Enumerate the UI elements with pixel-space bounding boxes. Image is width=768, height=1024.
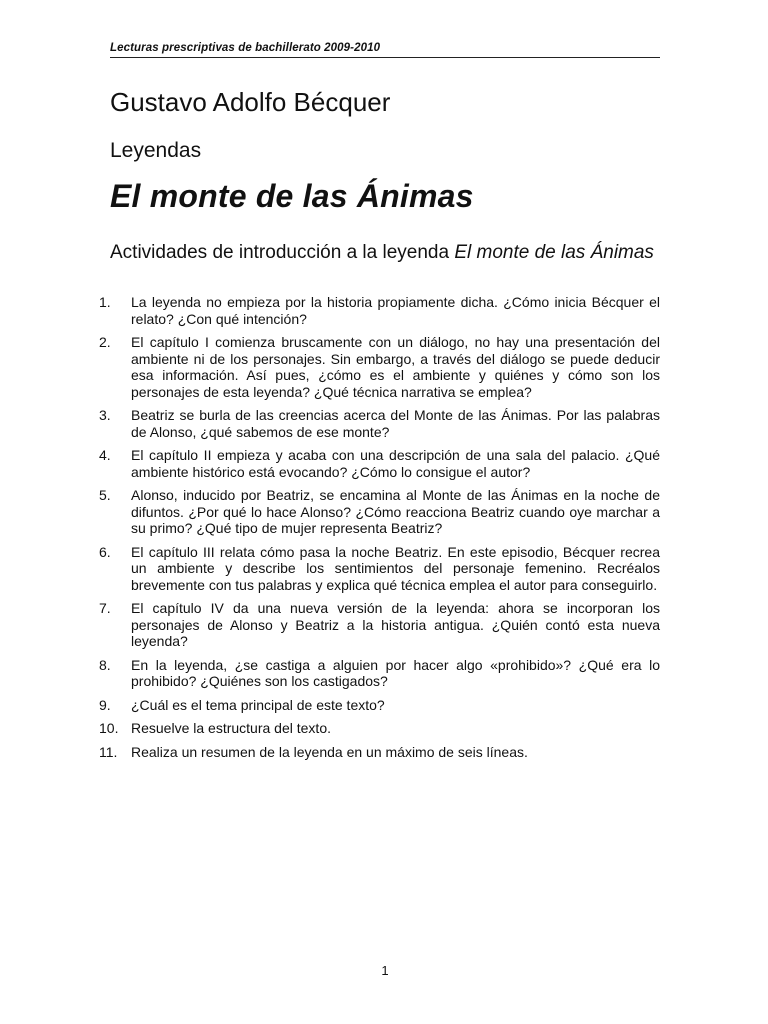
activity-item <box>99 656 660 690</box>
activity-text: El capítulo III relata cómo pasa la noche Beatriz. En este episodio, Bécquer recrea un ambiente y describe los sentimientos del personaje femenino. Recréalos brevemente con tus palabras y explica qué técnica emplea el autor para conseguirlo. <box>131 543 660 593</box>
activity-number: 9. <box>99 696 111 713</box>
activity-text: El capítulo IV da una nueva versión de la leyenda: ahora se incorporan los personajes de Alonso y Beatriz a la historia antigua. ¿Quién contó esta nueva leyenda? <box>131 600 660 650</box>
activity-text: Beatriz se burla de las creencias acerca del Monte de las Ánimas. Por las palabras de Alonso, ¿qué sabemos de ese monte? <box>131 407 660 440</box>
activity-item <box>99 543 660 594</box>
activity-number: 1. <box>99 294 111 310</box>
activity-number: 10. <box>99 720 119 737</box>
activity-text: El capítulo I comienza bruscamente con un diálogo, no hay una presentación del ambiente ni de los personajes. Sin embargo, a través del diálogo se puede deducir esa información. Así pues, ¿cómo es el ambiente y quiénes y cómo son los personajes de esta leyenda? ¿Qué técnica narrativa se emplea? <box>131 333 660 400</box>
section-heading-italic-title: El monte de las Ánimas <box>454 242 654 263</box>
activity-text: ¿Cuál es el tema principal de este texto? <box>131 696 385 713</box>
activity-text: Resuelve la estructura del texto. <box>131 720 331 737</box>
section-heading-text: Actividades de introducción a la leyenda <box>110 242 455 263</box>
activity-item <box>99 333 660 400</box>
activity-number: 8. <box>99 656 111 673</box>
author-name: Gustavo Adolfo Bécquer <box>110 87 391 117</box>
work-title: El monte de las Ánimas <box>110 178 474 214</box>
activity-number: 7. <box>99 600 111 617</box>
activity-number: 4. <box>99 447 111 464</box>
activity-text: En la leyenda, ¿se castiga a alguien por hacer algo «prohibido»? ¿Qué era lo prohibido? ¿Quiénes son los castigados? <box>131 656 660 690</box>
activity-item <box>99 600 660 650</box>
activity-text: El capítulo II empieza y acaba con una descripción de una sala del palacio. ¿Qué ambiente histórico está evocando? ¿Cómo lo consigue el autor? <box>131 447 660 480</box>
activity-item <box>99 743 660 761</box>
activity-item <box>99 696 660 714</box>
activity-number: 11. <box>99 743 118 760</box>
activity-item <box>99 407 660 440</box>
collection-title: Leyendas <box>110 139 202 162</box>
page-number: 1 <box>381 963 389 978</box>
activity-number: 3. <box>99 407 111 424</box>
activities-list <box>99 294 660 767</box>
activity-number: 2. <box>99 333 111 350</box>
section-heading <box>110 241 660 264</box>
activity-item <box>99 720 660 737</box>
activity-number: 6. <box>99 543 111 560</box>
activity-text: Alonso, inducido por Beatriz, se encamina al Monte de las Ánimas en la noche de difuntos. ¿Por qué lo hace Alonso? ¿Cómo reacciona Beatriz cuando oye marchar a su primo? ¿Qué tipo de mujer representa Beatriz? <box>131 487 660 537</box>
activity-item <box>99 447 660 480</box>
activity-item <box>99 487 660 537</box>
running-header: Lecturas prescriptivas de bachillerato 2009-2010 <box>110 41 660 58</box>
activity-item <box>99 294 660 327</box>
activity-text: Realiza un resumen de la leyenda en un máximo de seis líneas. <box>131 743 528 760</box>
activity-number: 5. <box>99 487 111 504</box>
document-page <box>99 0 660 1024</box>
activity-text: La leyenda no empieza por la historia propiamente dicha. ¿Cómo inicia Bécquer el relato? ¿Con qué intención? <box>131 294 660 327</box>
